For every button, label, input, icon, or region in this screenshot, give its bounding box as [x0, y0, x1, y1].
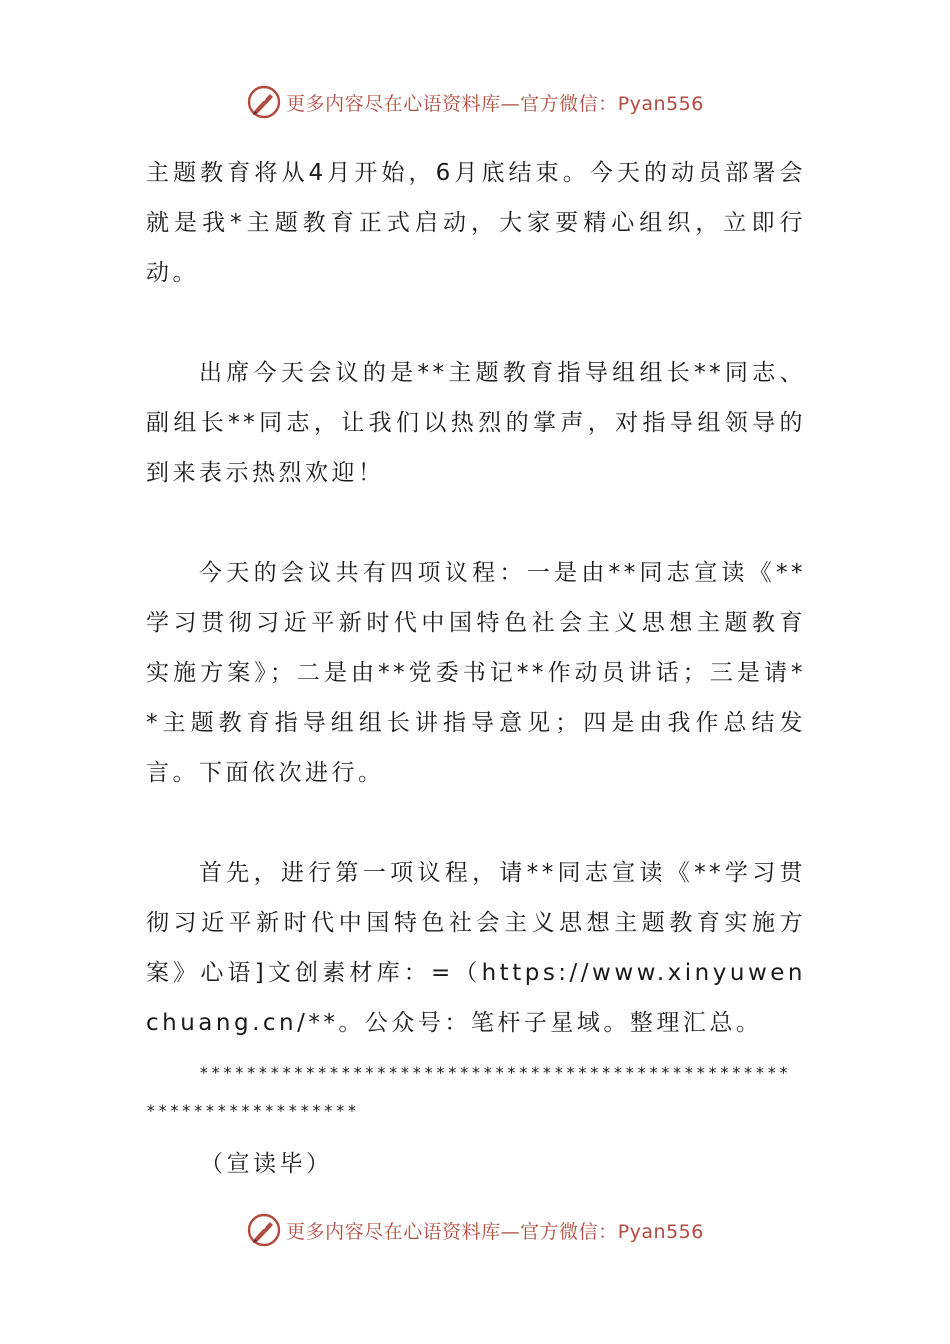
banner-title: 更多内容尽在心语资料库 [286, 1220, 501, 1243]
header-watermark-banner [0, 82, 950, 122]
pen-circle-logo-icon [246, 84, 282, 120]
footer-watermark-banner [0, 1210, 950, 1250]
paragraph-3: 今天的会议共有四项议程：一是由**同志宣读《**学习贯彻习近平新时代中国特色社会主义思想主题教育实施方案》；二是由**党委书记**作动员讲话；三是请**主题教育指导组组长讲指导意见；四是由我作总结发言。下面依次进行。 [146, 560, 806, 786]
banner-wechat-id: Pyan556 [617, 1220, 704, 1243]
banner-title: 更多内容尽在心语资料库 [286, 92, 501, 115]
banner-official-label: 官方微信： [520, 1220, 618, 1243]
paragraph-2: 出席今天会议的是**主题教育指导组组长**同志、副组长**同志，让我们以热烈的掌声，对指导组领导的到来表示热烈欢迎！ [146, 360, 806, 486]
separator-stars-line-1: ************************************************** [199, 1063, 791, 1082]
banner-official-label: 官方微信： [520, 92, 618, 115]
pen-circle-logo-icon [246, 1212, 282, 1248]
separator-stars-line-2: ****************** [146, 1101, 359, 1120]
paragraph-4: 首先，进行第一项议程，请**同志宣读《**学习贯彻习近平新时代中国特色社会主义思想主题教育实施方案》心语]文创素材库：=（https://www.xinyuwenchuang.cn/**。公众号：笔杆子星域。整理汇总。 [146, 860, 806, 1036]
banner-dash: — [500, 1220, 521, 1243]
banner-wechat-id: Pyan556 [617, 92, 704, 115]
document-body [146, 148, 806, 1136]
banner-dash: — [500, 92, 521, 115]
closing-note: （宣读毕） [200, 1151, 333, 1177]
paragraph-1: 主题教育将从4月开始，6月底结束。今天的动员部署会就是我*主题教育正式启动，大家要精心组织，立即行动。 [146, 160, 806, 286]
